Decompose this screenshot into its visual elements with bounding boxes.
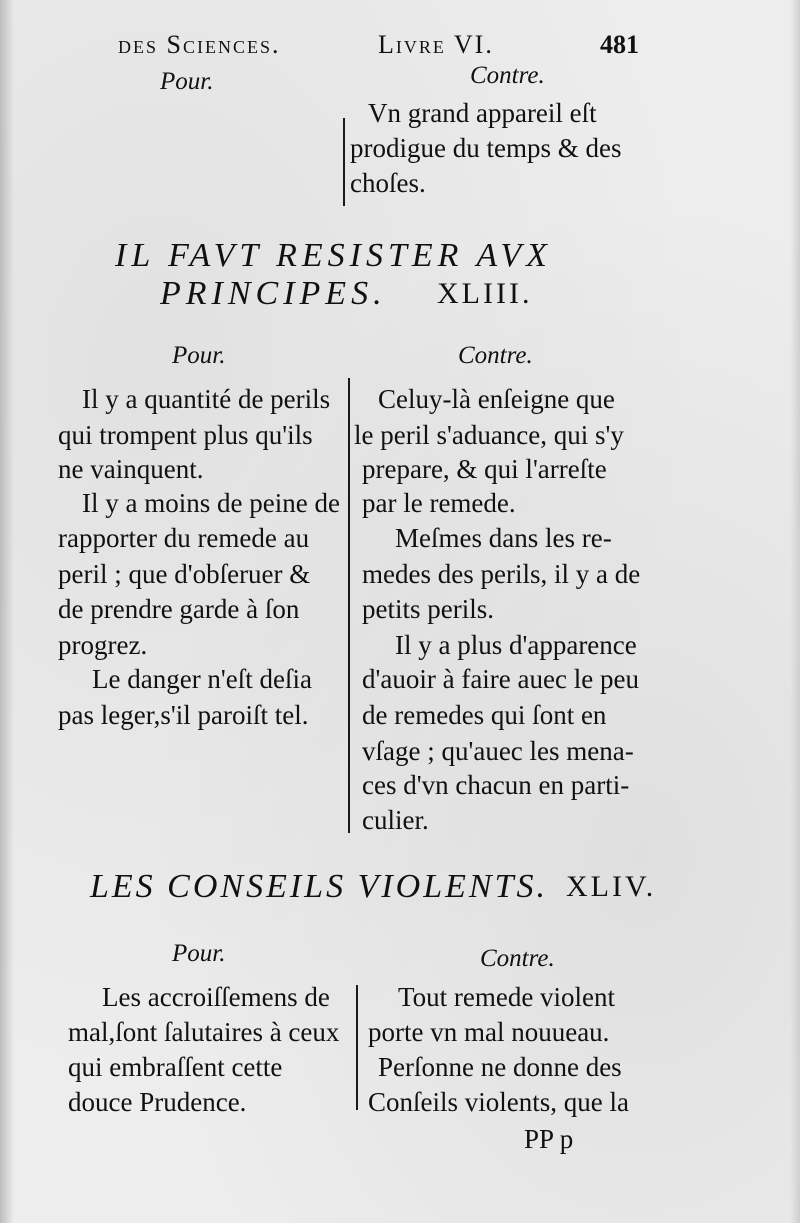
- text-line: prodigue du temps & des: [350, 133, 622, 163]
- text-line: Les accroiſſemens de: [102, 982, 330, 1012]
- text-line: culier.: [362, 805, 429, 835]
- text-line: mal,ſont ſalutaires à ceux: [68, 1017, 340, 1047]
- text-line: ne vainquent.: [58, 454, 204, 484]
- text-line: porte vn mal nouueau.: [368, 1017, 610, 1047]
- column-label-contre: Contre.: [480, 945, 555, 972]
- section-number: XLIV.: [566, 870, 657, 903]
- text-line: Il y a quantité de perils: [82, 384, 331, 414]
- section-number: XLIII.: [437, 277, 533, 310]
- text-line: par le remede.: [362, 488, 516, 518]
- text-line: ces d'vn chacun en parti-: [362, 770, 630, 800]
- text-line: rapporter du remede au: [58, 523, 310, 553]
- signature-mark: PP p: [524, 1124, 574, 1154]
- text-line: choſes.: [350, 168, 426, 198]
- text-line: Le danger n'eſt deſia: [92, 664, 313, 694]
- text-line: Celuy-là enſeigne que: [378, 384, 615, 414]
- text-line: Tout remede violent: [398, 982, 616, 1012]
- text-line: peril ; que d'obſeruer &: [58, 559, 311, 589]
- text-line: Perſonne ne donne des: [378, 1052, 622, 1082]
- section-title-line: PRINCIPES.: [160, 275, 387, 312]
- text-line: de prendre garde à ſon: [58, 594, 300, 624]
- text-line: Vn grand appareil eſt: [368, 98, 597, 128]
- running-header-left: des Sciences.: [118, 30, 281, 59]
- text-line: le peril s'aduance, qui s'y: [354, 420, 624, 450]
- text-line: Conſeils violents, que la: [368, 1087, 629, 1117]
- text-line: d'auoir à faire auec le peu: [362, 664, 639, 694]
- text-line: Il y a moins de peine de: [82, 488, 340, 518]
- column-label-pour: Pour.: [172, 342, 226, 369]
- column-divider: [356, 985, 358, 1110]
- column-label-pour: Pour.: [172, 940, 226, 967]
- text-line: pas leger,s'il paroiſt tel.: [58, 700, 309, 730]
- text-line: medes des perils, il y a de: [362, 559, 641, 589]
- column-label-contre: Contre.: [458, 342, 533, 369]
- text-line: Meſmes dans les re-: [395, 523, 612, 553]
- text-line: vſage ; qu'auec les mena-: [362, 736, 634, 766]
- text-line: qui trompent plus qu'ils: [58, 420, 313, 450]
- running-header-book: Livre VI.: [378, 30, 494, 59]
- text-line: progrez.: [58, 630, 148, 660]
- column-divider: [348, 378, 350, 833]
- column-label-contre: Contre.: [470, 62, 545, 89]
- page-number: 481: [600, 30, 639, 59]
- text-line: petits perils.: [362, 594, 494, 624]
- column-divider: [343, 118, 345, 206]
- section-title-line: IL FAVT RESISTER AVX: [115, 237, 552, 274]
- column-label-pour: Pour.: [160, 68, 214, 95]
- section-title-line: LES CONSEILS VIOLENTS.: [90, 868, 548, 905]
- text-line: prepare, & qui l'arreſte: [362, 454, 607, 484]
- text-line: de remedes qui ſont en: [362, 700, 607, 730]
- text-line: qui embraſſent cette: [68, 1052, 283, 1082]
- page-edge-shadow-right: [790, 0, 800, 1223]
- page-edge-shadow-left: [0, 0, 14, 1223]
- text-line: Il y a plus d'apparence: [395, 630, 637, 660]
- text-line: douce Prudence.: [68, 1087, 247, 1117]
